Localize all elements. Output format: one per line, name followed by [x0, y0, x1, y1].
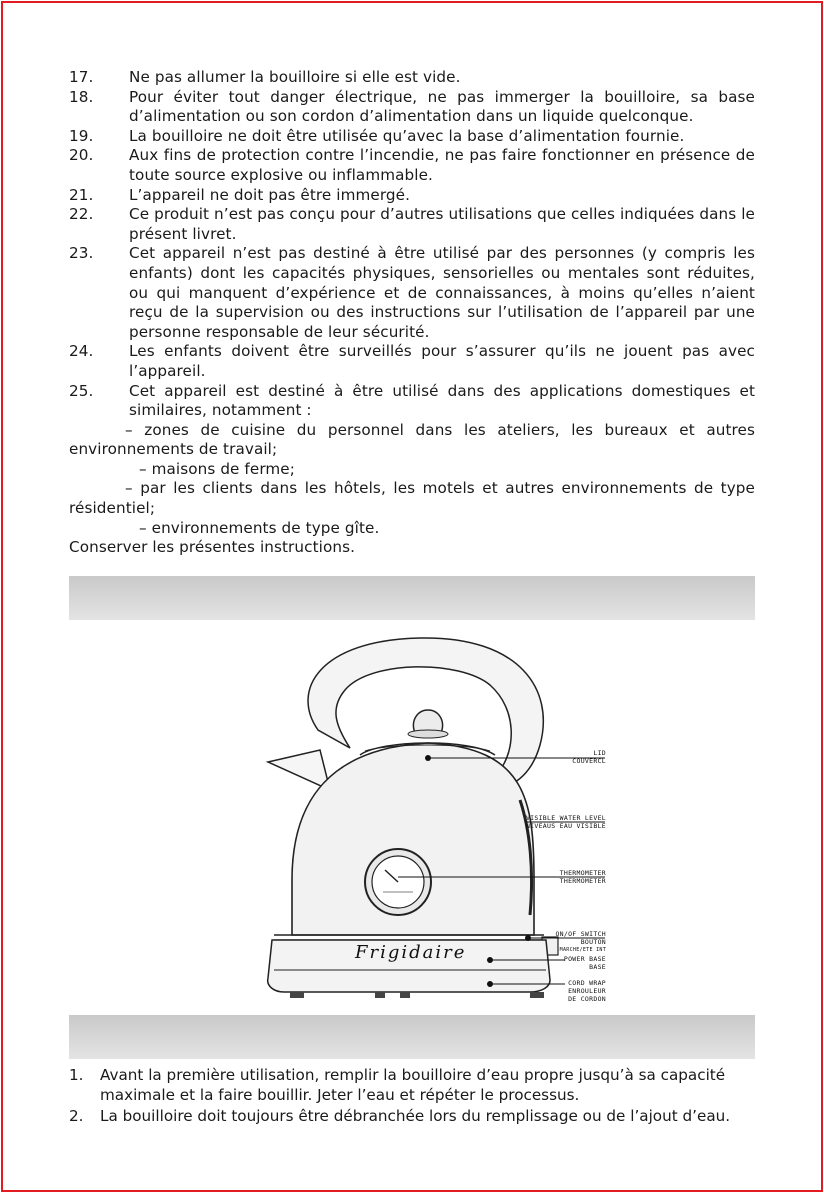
list-item: 23. Cet appareil n’est pas destiné à être utilisé par des personnes (y compris les enfants) dont les capacités physiques, sensorielles ou mentales sont réduites, ou qui manquent d’expérience et de connaissances, à moins qu’elles n’aient reçu de la supervision ou des instructions sur l’utilisation de l’appareil par une personne responsable de leur sécurité.	[69, 244, 755, 341]
list-item: 17. Ne pas allumer la bouilloire si elle est vide.	[69, 68, 461, 86]
label-water-level: VISIBLE WATER LEVEL NIVEAUS EAU VISIBLE	[525, 814, 606, 830]
label-power-base: POWER BASE BASE	[563, 955, 606, 971]
list-item: 2. La bouilloire doit toujours être débranchée lors du remplissage ou de l’ajout d’eau.	[69, 1106, 731, 1125]
safety-instructions	[69, 68, 755, 558]
label-switch: ON/OF SWITCH BOUTON MARCHE/ETE INT	[555, 930, 606, 953]
list-item: 24. Les enfants doivent être surveillés pour s’assurer qu’ils ne jouent pas avec l’appareil.	[69, 342, 755, 380]
label-lid: LID COUVERCL	[572, 749, 606, 765]
list-item: 21. L’appareil ne doit pas être immergé.	[69, 185, 411, 204]
list-item: 18. Pour éviter tout danger électrique, ne pas immerger la bouilloire, sa base d’alimentation ou son cordon d’alimentation dans un liquide quelconque.	[69, 87, 755, 126]
sub-item: – zones de cuisine du personnel dans les ateliers, les bureaux et autres environnements de travail;	[69, 420, 755, 459]
sub-item: – environnements de type gîte.	[139, 518, 380, 537]
brand-logo: Frigidaire	[355, 942, 467, 963]
list-item: 19. La bouilloire ne doit être utilisée qu’avec la base d’alimentation fournie.	[69, 126, 685, 145]
list-item: 20. Aux fins de protection contre l’incendie, ne pas faire fonctionner en présence de toute source explosive ou inflammable.	[69, 146, 755, 184]
kettle-diagram	[250, 630, 620, 1010]
section-header-band	[69, 576, 755, 620]
label-cord-wrap: CORD WRAP ENROULEUR DE CORDON	[568, 979, 606, 1003]
first-use-instructions	[69, 1065, 755, 1126]
list-item: 1. Avant la première utilisation, remplir la bouilloire d’eau propre jusqu’à sa capacité maximale et la faire bouillir. Jeter l’eau et répéter le processus.	[69, 1066, 726, 1105]
sub-item: – maisons de ferme;	[139, 459, 295, 478]
keep-instructions: Conserver les présentes instructions.	[69, 538, 356, 557]
sub-item: – par les clients dans les hôtels, les motels et autres environnements de type résidentiel;	[69, 479, 755, 518]
list-item: 25. Cet appareil est destiné à être utilisé dans des applications domestiques et similaires, notamment :	[69, 381, 755, 420]
label-thermometer: THERMOMETER THERMOMETER	[559, 869, 606, 885]
list-item: 22. Ce produit n’est pas conçu pour d’autres utilisations que celles indiquées dans le présent livret.	[69, 205, 755, 243]
section-header-band	[69, 1015, 755, 1059]
